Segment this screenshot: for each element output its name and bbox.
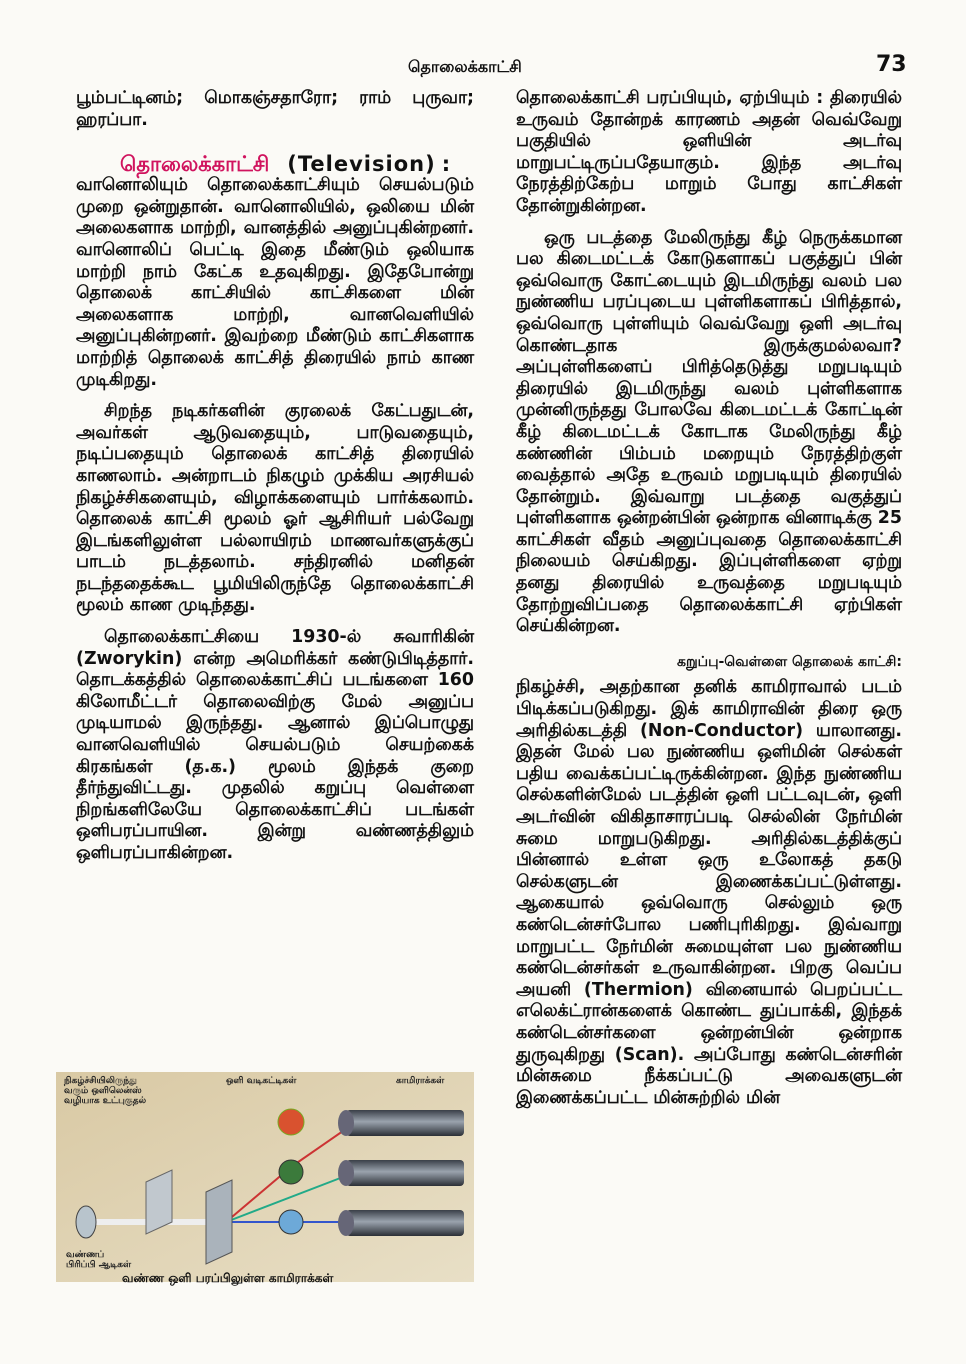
blue-filter — [279, 1210, 303, 1234]
section-heading-television — [76, 153, 474, 175]
subheading-bw-television: கறுப்பு-வெள்ளை தொலைக் காட்சி: — [677, 653, 902, 670]
page-number: 73 — [876, 52, 907, 77]
paragraph-text: நிகழ்ச்சி, அதற்கான தனிக் காமிராவால் படம் பிடிக்கப்படுகிறது. இக் காமிராவின் திரை ஒரு அரிதில்கடத்தி — [516, 677, 902, 741]
paragraph-text: தொலைக்காட்சியை 1930-ல் சுவாரிகின் — [104, 627, 474, 648]
left-column — [76, 88, 474, 875]
color-camera-figure — [56, 1072, 474, 1362]
lens — [76, 1206, 96, 1238]
paragraph — [516, 677, 902, 1109]
running-header: தொலைக்காட்சி — [408, 57, 522, 76]
paragraph-text: வினையால் பெறப்பட்ட எலெக்ட்ரான்களைக் கொண்ட துப்பாக்கி, இந்தக் கண்டென்சர்களை ஒன்றன்பின் ஒன்றாக துருவுகிறது — [516, 979, 902, 1065]
label-light-source: நிகழ்ச்சியிலிருந்து வரும் ஒளிலென்ஸ் வழியாக உட்புகுதல் — [64, 1076, 147, 1106]
heading-colon: : — [441, 152, 451, 177]
label-splitter: வண்ணப் பிரிப்பி ஆடிகள் — [66, 1250, 132, 1270]
paragraph: வானொலியும் தொலைக்காட்சியும் செயல்படும் முறை ஒன்றுதான். வானொலியில், ஒலியை மின் அலைகளாக மாற்றி, வானத்தில் அனுப்புகின்றனர். வானொலிப் பெட்டி இதை மீண்டும் ஒலியாக மாற்றி நாம் கேட்க உதவுகிறது. இதேபோன்று தொலைக் காட்சியில் காட்சிகளை மின் அலைகளாக மாற்றி, வானவெளியில் அனுப்புகின்றனர். இவற்றை மீண்டும் காட்சிகளாக மாற்றித் தொலைக் காட்சித் திரையில் நாம் காண முடிகிறது. — [76, 175, 474, 390]
right-column — [516, 88, 902, 1119]
heading-tamil: தொலைக்காட்சி — [120, 152, 270, 177]
label-cameras: காமிராக்கள் — [396, 1076, 445, 1086]
heading-english: (Television) — [287, 152, 436, 177]
paragraph: சிறந்த நடிகர்களின் குரலைக் கேட்பதுடன், அவர்கள் ஆடுவதையும், பாடுவதையும், நடிப்பதையும் தொலைக் காட்சித் திரையில் காணலாம். அன்றாடம் நிகழும் முக்கிய அரசியல் நிகழ்ச்சிகளையும், விழாக்களையும் பார்க்கலாம். தொலைக் காட்சி மூலம் ஓர் ஆசிரியர் பல்வேறு இடங்களிலுள்ள பல்லாயிரம் மாணவர்களுக்குப் பாடம் நடத்தலாம். சந்திரனில் மனிதன் நடந்ததைக்கூட பூமியிலிருந்தே தொலைக்காட்சி மூலம் காண முடிந்தது. — [76, 401, 474, 616]
camera-tube-1 — [338, 1110, 464, 1136]
paragraph-text: திரையில் உருவம் தோன்றக் காரணம் அதன் வெவ்வேறு பகுதியில் ஒளியின் அடர்வு மாறுபட்டிருப்பதேயாகும். இந்த அடர்வு நேரத்திற்கேற்ப மாறும் போது காட்சிகள் தோன்றுகின்றன. — [516, 88, 902, 216]
camera-tube-3 — [338, 1210, 464, 1236]
english-term: (Non-Conductor) — [639, 720, 804, 741]
paragraph: ஒரு படத்தை மேலிருந்து கீழ் நெருக்கமான பல கிடைமட்டக் கோடுகளாகப் பகுத்துப் பின் ஒவ்வொரு கோட்டையும் இடமிருந்து வலம் பல நுண்ணிய பரப்புடைய புள்ளிகளாகப் பிரித்தால், ஒவ்வொரு புள்ளியும் வெவ்வேறு ஒளி அடர்வு கொண்டதாக இருக்குமல்லவா? அப்புள்ளிகளைப் பிரித்தெடுத்து மறுபடியும் திரையில் இடமிருந்து வலம் புள்ளிகளாக முன்னிருந்தது போலவே கிடைமட்டக் கோட்டின் கீழ் கிடைமட்டக் கோடாக மேலிருந்து கீழ் கண்ணின் பிம்பம் மறையும் நேரத்திற்குள் வைத்தால் அதே உருவம் மறுபடியும் திரையில் தோன்றும். இவ்வாறு படத்தை வகுத்துப் புள்ளிகளாக ஒன்றன்பின் ஒன்றாக வினாடிக்கு 25 காட்சிகள் வீதம் அனுப்புவதை தொலைக்காட்சி நிலையம் செய்கிறது. இப்புள்ளிகளை ஏற்று தனது திரையில் உருவத்தை மறுபடியும் தோற்றுவிப்பதை தொலைக்காட்சி ஏற்பிகள் செய்கின்றன. — [516, 227, 902, 637]
english-term: (Scan) — [614, 1044, 678, 1065]
inline-heading: தொலைக்காட்சி பரப்பியும், ஏற்பியும் : — [516, 88, 824, 108]
camera-tube-2 — [338, 1160, 464, 1186]
paragraph — [76, 627, 474, 865]
paragraph-text: யாலானது. இதன் மேல் பல நுண்ணிய ஒளிமின் செல்கள் பதிய வைக்கப்பட்டிருக்கின்றன. இந்த நுண்ணிய செல்களின்மேல் படத்தின் ஒளி பட்டவுடன், ஒளி அடர்வின் விகிதாசாரப்படி செல்லின் நேர்மின் சுமை மாறுபடுகிறது. அரிதில்கடத்திக்குப் பின்னால் உள்ள ஒரு உலோகத் தகடு செல்களுடன் இணைக்கப்பட்டுள்ளது. ஆகையால் ஒவ்வொரு செல்லும் ஒரு கண்டென்சர்போல பணிபுரிகிறது. இவ்வாறு மாறுபட்ட நேர்மின் சுமையுள்ள பல நுண்ணிய கண்டென்சர்கள் உருவாகின்றன. பிறகு வெப்ப அயனி — [516, 720, 903, 1000]
label-filters: ஒளி வடிகட்டிகள் — [226, 1076, 297, 1086]
english-term: (Zworykin) — [76, 648, 183, 669]
paragraph — [516, 88, 902, 218]
paragraph-text: . அப்போது கண்டென்சரின் மின்சுமை நீக்கப்பட்டு அவைகளுடன் இணைக்கப்பட்ட மின்சுற்றில் மின் — [516, 1044, 902, 1108]
figure-caption: வண்ண ஒளி பரப்பிலுள்ள காமிராக்கள் — [122, 1271, 334, 1285]
red-filter — [278, 1109, 304, 1135]
splitter-mirror — [206, 1180, 232, 1264]
green-filter — [279, 1160, 303, 1184]
english-term: (Thermion) — [583, 979, 693, 1000]
intro-paragraph: பூம்பட்டினம்; மொகஞ்சதாரோ; ராம் புருவா; ஹரப்பா. — [76, 88, 474, 130]
paragraph-text: என்ற அமெரிக்கர் கண்டுபிடித்தார். தொடக்கத்தில் தொலைக்காட்சிப் படங்களை 160 கிலோமீட்டர் தொலைவிற்கு மேல் அனுப்ப முடியாமல் இருந்தது. ஆனால் இப்பொழுது வானவெளியில் செயல்படும் செயற்கைக் கிரகங்கள் (த.க.) மூலம் இந்தக் குறை தீர்ந்துவிட்டது. முதலில் கறுப்பு வெள்ளை நிறங்களிலேயே தொலைக்காட்சிப் படங்கள் ஒளிபரப்பாயின. இன்று வண்ணத்திலும் ஒளிபரப்பாகின்றன. — [76, 648, 474, 863]
